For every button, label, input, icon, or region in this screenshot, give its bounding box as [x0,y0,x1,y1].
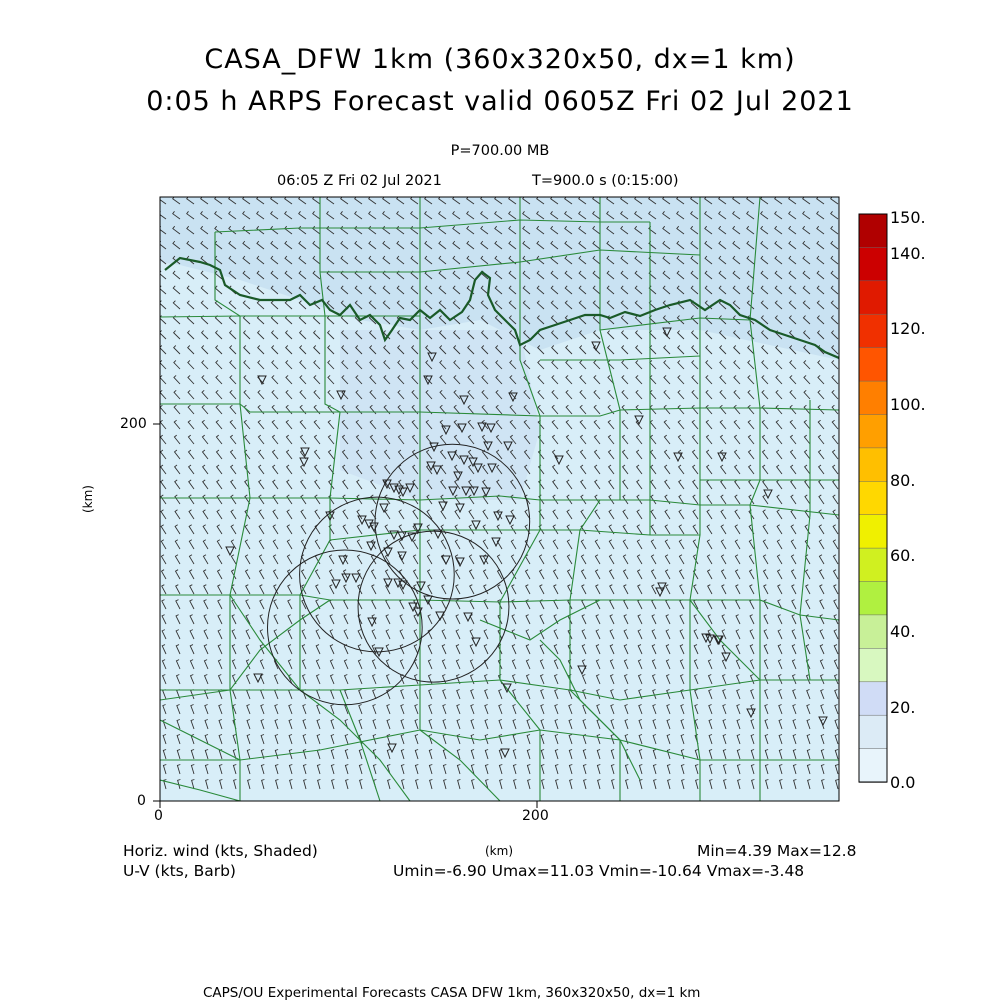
colorbar-swatch [859,615,887,649]
colorbar-swatch [859,481,887,515]
colorbar-swatch [859,515,887,549]
colorbar-swatch [859,715,887,749]
colorbar-label-80: 80. [890,471,916,490]
colorbar-swatch [859,281,887,315]
colorbar-swatch [859,415,887,449]
colorbar-swatch [859,214,887,248]
colorbar-label-150: 150. [890,208,926,227]
colorbar-label-20: 20. [890,698,916,717]
stats-min-max: Min=4.39 Max=12.8 [697,842,857,860]
colorbar [859,214,887,783]
colorbar-label-40: 40. [890,622,916,641]
colorbar-swatch [859,682,887,716]
colorbar-swatch [859,348,887,382]
y-tick-200: 200 [120,416,147,432]
colorbar-swatch [859,582,887,616]
colorbar-swatch [859,548,887,582]
pressure-level: P=700.00 MB [450,143,550,159]
y-axis-label: (km) [81,484,96,514]
colorbar-swatch [859,648,887,682]
valid-time: 06:05 Z Fri 02 Jul 2021 [277,173,442,189]
y-tick-0: 0 [137,793,146,809]
model-time: T=900.0 s (0:15:00) [532,173,679,189]
colorbar-swatch [859,448,887,482]
colorbar-label-100: 100. [890,395,926,414]
colorbar-label-120: 120. [890,319,926,338]
colorbar-label-140: 140. [890,244,926,263]
colorbar-swatch [859,314,887,348]
shaded-field-label: Horiz. wind (kts, Shaded) [123,842,318,860]
title-line-1: CASA_DFW 1km (360x320x50, dx=1 km) [204,44,796,75]
colorbar-swatch [859,381,887,415]
title-line-2: 0:05 h ARPS Forecast valid 0605Z Fri 02 Jul 2021 [146,86,854,117]
x-axis-label: (km) [485,844,514,858]
barb-field-label: U-V (kts, Barb) [123,862,236,880]
x-tick-200: 200 [522,808,549,824]
stats-uv-range: Umin=-6.90 Umax=11.03 Vmin=-10.64 Vmax=-3.48 [393,862,805,880]
colorbar-label-0: 0.0 [890,773,916,792]
colorbar-swatch [859,749,887,783]
colorbar-label-60: 60. [890,546,916,565]
colorbar-swatch [859,247,887,281]
x-tick-0: 0 [154,808,163,824]
footer-credit: CAPS/OU Experimental Forecasts CASA DFW 1km, 360x320x50, dx=1 km [203,985,701,1001]
